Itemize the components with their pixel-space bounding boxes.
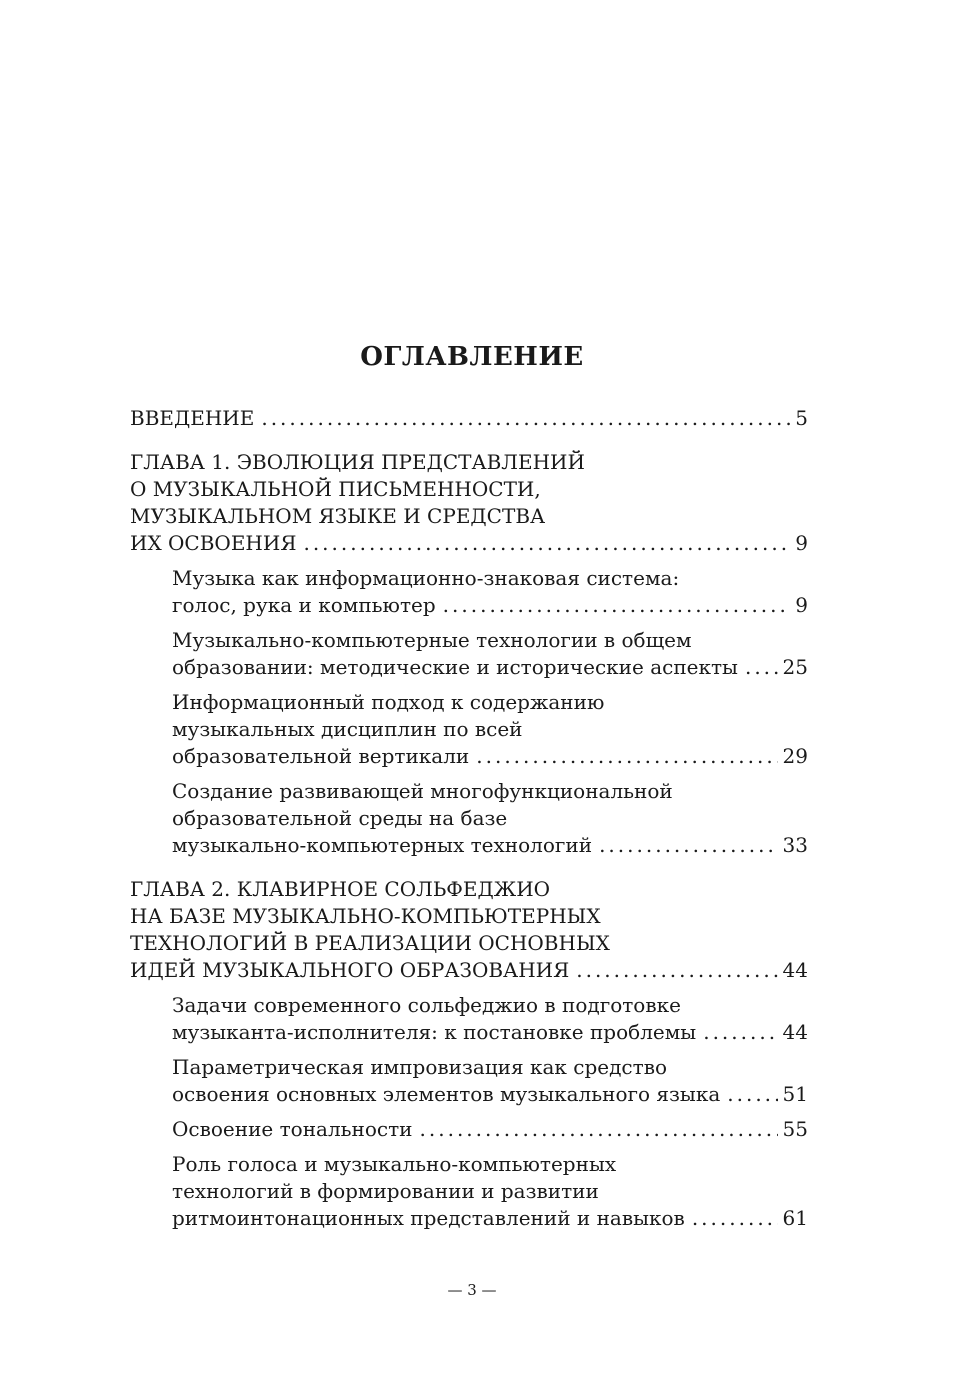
toc-entry-section[interactable] xyxy=(130,778,808,859)
toc-entry-line xyxy=(130,405,808,432)
toc-entry-text: Освоение тональности xyxy=(172,1117,413,1141)
toc-entry-text: Задачи современного сольфеджио в подготовке xyxy=(172,993,681,1017)
toc-entry-section[interactable] xyxy=(130,565,808,619)
toc-entry-section[interactable] xyxy=(130,627,808,681)
toc-page-number: 44 xyxy=(782,1020,808,1044)
toc-page-number: 61 xyxy=(782,1206,808,1230)
toc-entry-text: ТЕХНОЛОГИЙ В РЕАЛИЗАЦИИ ОСНОВНЫХ xyxy=(130,931,610,955)
toc-entry-section[interactable] xyxy=(130,1151,808,1232)
toc-page-number: 29 xyxy=(782,744,808,768)
toc-entry-line xyxy=(172,654,808,681)
toc-entry-line xyxy=(172,743,808,770)
dot-leader xyxy=(261,405,790,432)
toc-entry-chapter-1[interactable] xyxy=(130,449,808,557)
toc-entry-line xyxy=(130,530,808,557)
toc-entry-section[interactable] xyxy=(130,1054,808,1108)
dot-leader xyxy=(703,1019,777,1046)
toc-page-number: 5 xyxy=(795,406,808,430)
toc-entry-text: ВВЕДЕНИЕ xyxy=(130,406,255,430)
toc-entry-text: НА БАЗЕ МУЗЫКАЛЬНО-КОМПЬЮТЕРНЫХ xyxy=(130,904,601,928)
toc-entry-text: ритмоинтонационных представлений и навыков xyxy=(172,1206,685,1230)
toc-page-number: 55 xyxy=(782,1117,808,1141)
toc-entry-text: Информационный подход к содержанию xyxy=(172,690,605,714)
toc-entry-section[interactable] xyxy=(130,689,808,770)
toc-entry-text: музыканта-исполнителя: к постановке проблемы xyxy=(172,1020,697,1044)
toc-page-number: 9 xyxy=(795,593,808,617)
toc-entry-text: музыкально-компьютерных технологий xyxy=(172,833,593,857)
page-number-footer: — 3 — xyxy=(447,1281,497,1299)
toc-entry-line xyxy=(172,1019,808,1046)
dot-leader xyxy=(303,530,790,557)
toc-page-number: 9 xyxy=(795,531,808,555)
toc-entry-text: образовательной среды на базе xyxy=(172,806,508,830)
toc-entry-text: ИХ ОСВОЕНИЯ xyxy=(130,531,297,555)
dot-leader xyxy=(476,743,777,770)
toc-entry-text: голос, рука и компьютер xyxy=(172,593,436,617)
toc-entry-text: освоения основных элементов музыкального языка xyxy=(172,1082,721,1106)
toc-entry-text: образовательной вертикали xyxy=(172,744,470,768)
toc-page-number: 25 xyxy=(782,655,808,679)
toc-entry-text: ГЛАВА 1. ЭВОЛЮЦИЯ ПРЕДСТАВЛЕНИЙ xyxy=(130,450,585,474)
toc-entry-text: Музыкально-компьютерные технологии в общем xyxy=(172,628,692,652)
toc-entry-line xyxy=(172,1205,808,1232)
toc-entry-chapter-2[interactable] xyxy=(130,876,808,984)
toc-entry-text: ГЛАВА 2. КЛАВИРНОЕ СОЛЬФЕДЖИО xyxy=(130,877,551,901)
toc-entry-text: технологий в формировании и развитии xyxy=(172,1179,599,1203)
toc-entry-line xyxy=(172,592,808,619)
dot-leader xyxy=(599,832,777,859)
toc-entry-text: Музыка как информационно-знаковая система: xyxy=(172,566,680,590)
table-of-contents xyxy=(130,405,808,1232)
toc-entry-section[interactable] xyxy=(130,1116,808,1143)
toc-entry-text: Параметрическая импровизация как средство xyxy=(172,1055,667,1079)
toc-entry-line xyxy=(172,1116,808,1143)
dot-leader xyxy=(727,1081,777,1108)
toc-page-number: 33 xyxy=(782,833,808,857)
page-title: ОГЛАВЛЕНИЕ xyxy=(360,342,584,372)
toc-entry-text: музыкальных дисциплин по всей xyxy=(172,717,523,741)
toc-page-number: 44 xyxy=(782,958,808,982)
toc-entry-text: Роль голоса и музыкально-компьютерных xyxy=(172,1152,617,1176)
toc-entry-text: МУЗЫКАЛЬНОМ ЯЗЫКЕ И СРЕДСТВА xyxy=(130,504,546,528)
dot-leader xyxy=(420,1116,778,1143)
toc-entry-text: ИДЕЙ МУЗЫКАЛЬНОГО ОБРАЗОВАНИЯ xyxy=(130,958,570,982)
dot-leader xyxy=(745,654,778,681)
toc-entry-introduction[interactable] xyxy=(130,405,808,432)
toc-entry-text: О МУЗЫКАЛЬНОЙ ПИСЬМЕННОСТИ, xyxy=(130,477,541,501)
toc-entry-line xyxy=(172,1081,808,1108)
dot-leader xyxy=(692,1205,778,1232)
toc-page-number: 51 xyxy=(782,1082,808,1106)
toc-entry-section[interactable] xyxy=(130,992,808,1046)
dot-leader xyxy=(576,957,777,984)
toc-entry-line xyxy=(130,957,808,984)
toc-entry-text: образовании: методические и исторические аспекты xyxy=(172,655,738,679)
toc-entry-text: Создание развивающей многофункциональной xyxy=(172,779,673,803)
dot-leader xyxy=(443,592,791,619)
toc-entry-line xyxy=(172,832,808,859)
